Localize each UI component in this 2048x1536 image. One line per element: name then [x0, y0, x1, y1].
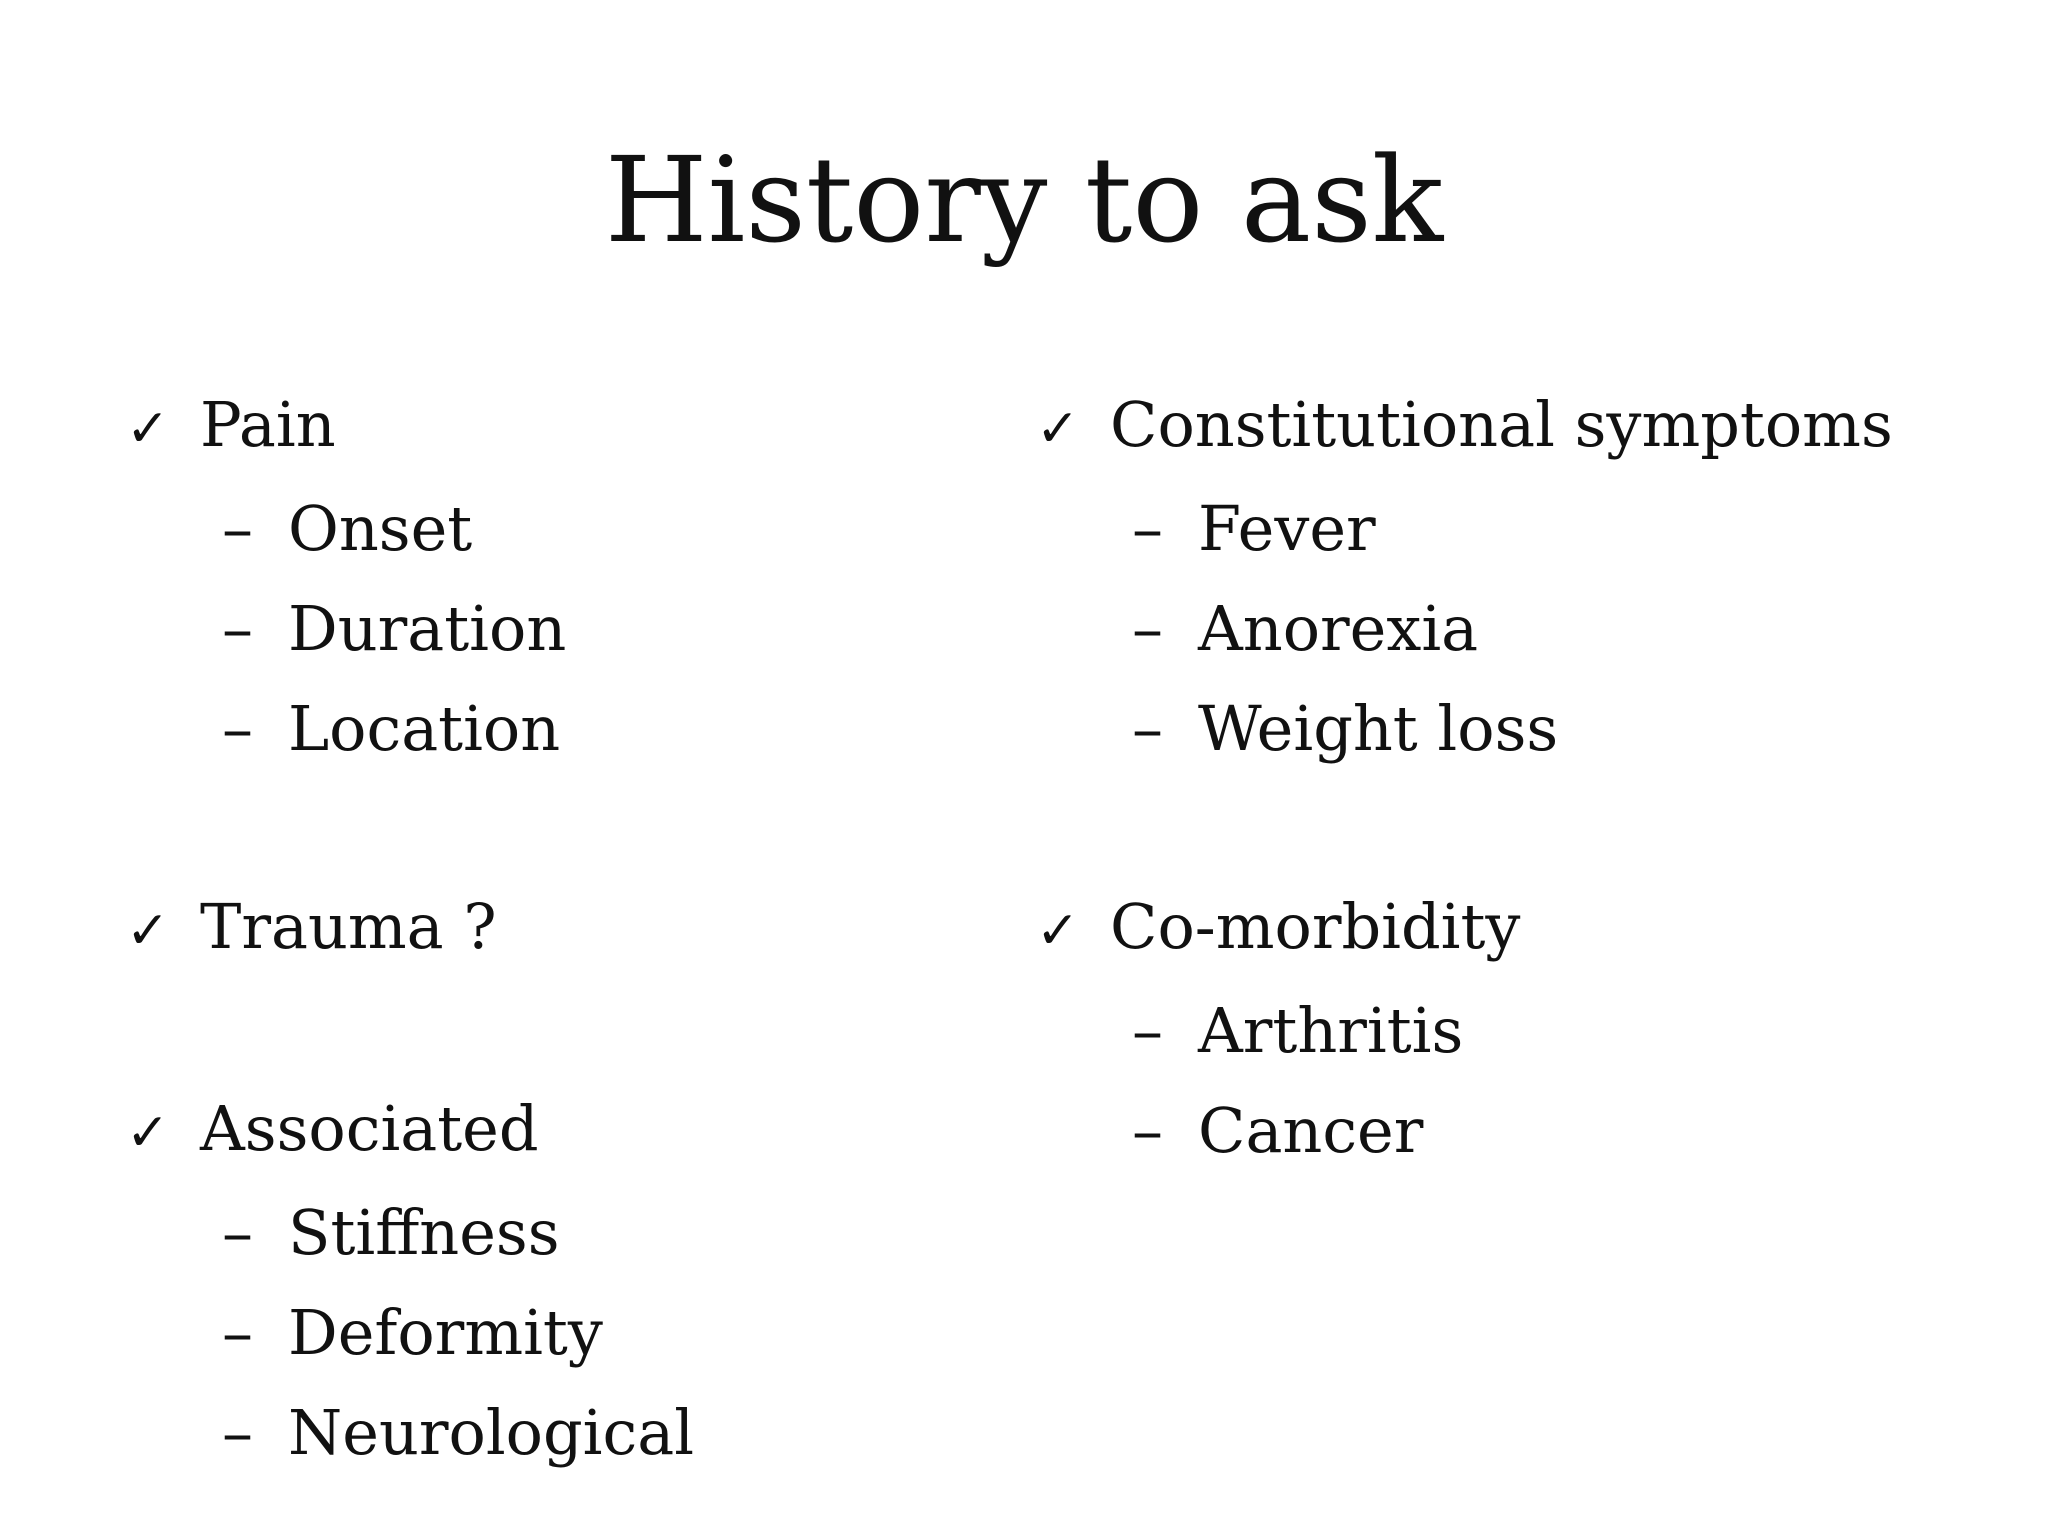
bullet-group-pain: [126, 375, 694, 779]
bullet-group-associated: [126, 1079, 694, 1483]
dash-icon: –: [1132, 492, 1163, 565]
sub-bullet-item: [126, 679, 694, 779]
sub-bullet-item: [126, 1383, 694, 1483]
sub-bullet-item: [1036, 479, 1893, 579]
dash-icon: –: [222, 492, 253, 565]
dash-icon: –: [1132, 692, 1163, 765]
left-column: [126, 375, 694, 1483]
bullet-label: Associated: [200, 1092, 539, 1165]
sub-bullet-label: Cancer: [1198, 1094, 1424, 1167]
bullet-item: [1036, 375, 1893, 479]
slide-title: History to ask: [604, 131, 1444, 269]
checkmark-icon: ✓: [1036, 399, 1080, 459]
dash-icon: –: [222, 1396, 253, 1469]
sub-bullet-item: [1036, 579, 1893, 679]
sub-bullet-label: Fever: [1198, 492, 1376, 565]
checkmark-icon: ✓: [126, 399, 170, 459]
sub-bullet-item: [1036, 981, 1893, 1081]
dash-icon: –: [222, 1296, 253, 1369]
sub-bullet-label: Stiffness: [288, 1196, 560, 1269]
bullet-group-trauma: [126, 877, 694, 981]
dash-icon: –: [222, 1196, 253, 1269]
bullet-label: Co-morbidity: [1110, 890, 1521, 963]
checkmark-icon: ✓: [1036, 901, 1080, 961]
sub-bullet-item: [126, 1283, 694, 1383]
bullet-label: Constitutional symptoms: [1110, 388, 1893, 461]
dash-icon: –: [1132, 994, 1163, 1067]
bullet-label: Pain: [200, 388, 336, 461]
sub-bullet-item: [126, 479, 694, 579]
sub-bullet-item: [1036, 679, 1893, 779]
bullet-item: [1036, 877, 1893, 981]
bullet-label: Trauma ?: [200, 890, 497, 963]
dash-icon: –: [222, 692, 253, 765]
sub-bullet-label: Deformity: [288, 1296, 603, 1369]
right-column: [1036, 375, 1893, 1181]
bullet-item: [126, 375, 694, 479]
sub-bullet-item: [1036, 1081, 1893, 1181]
sub-bullet-label: Location: [288, 692, 561, 765]
sub-bullet-item: [126, 1183, 694, 1283]
bullet-group-comorbidity: [1036, 877, 1893, 1181]
sub-bullet-label: Anorexia: [1198, 592, 1479, 665]
bullet-item: [126, 877, 694, 981]
sub-bullet-item: [126, 579, 694, 679]
dash-icon: –: [222, 592, 253, 665]
checkmark-icon: ✓: [126, 901, 170, 961]
sub-bullet-label: Onset: [288, 492, 473, 565]
dash-icon: –: [1132, 1094, 1163, 1167]
dash-icon: –: [1132, 592, 1163, 665]
checkmark-icon: ✓: [126, 1103, 170, 1163]
sub-bullet-label: Neurological: [288, 1396, 695, 1469]
bullet-item: [126, 1079, 694, 1183]
sub-bullet-label: Duration: [288, 592, 567, 665]
bullet-group-constitutional: [1036, 375, 1893, 779]
sub-bullet-label: Weight loss: [1198, 692, 1559, 765]
sub-bullet-label: Arthritis: [1198, 994, 1464, 1067]
